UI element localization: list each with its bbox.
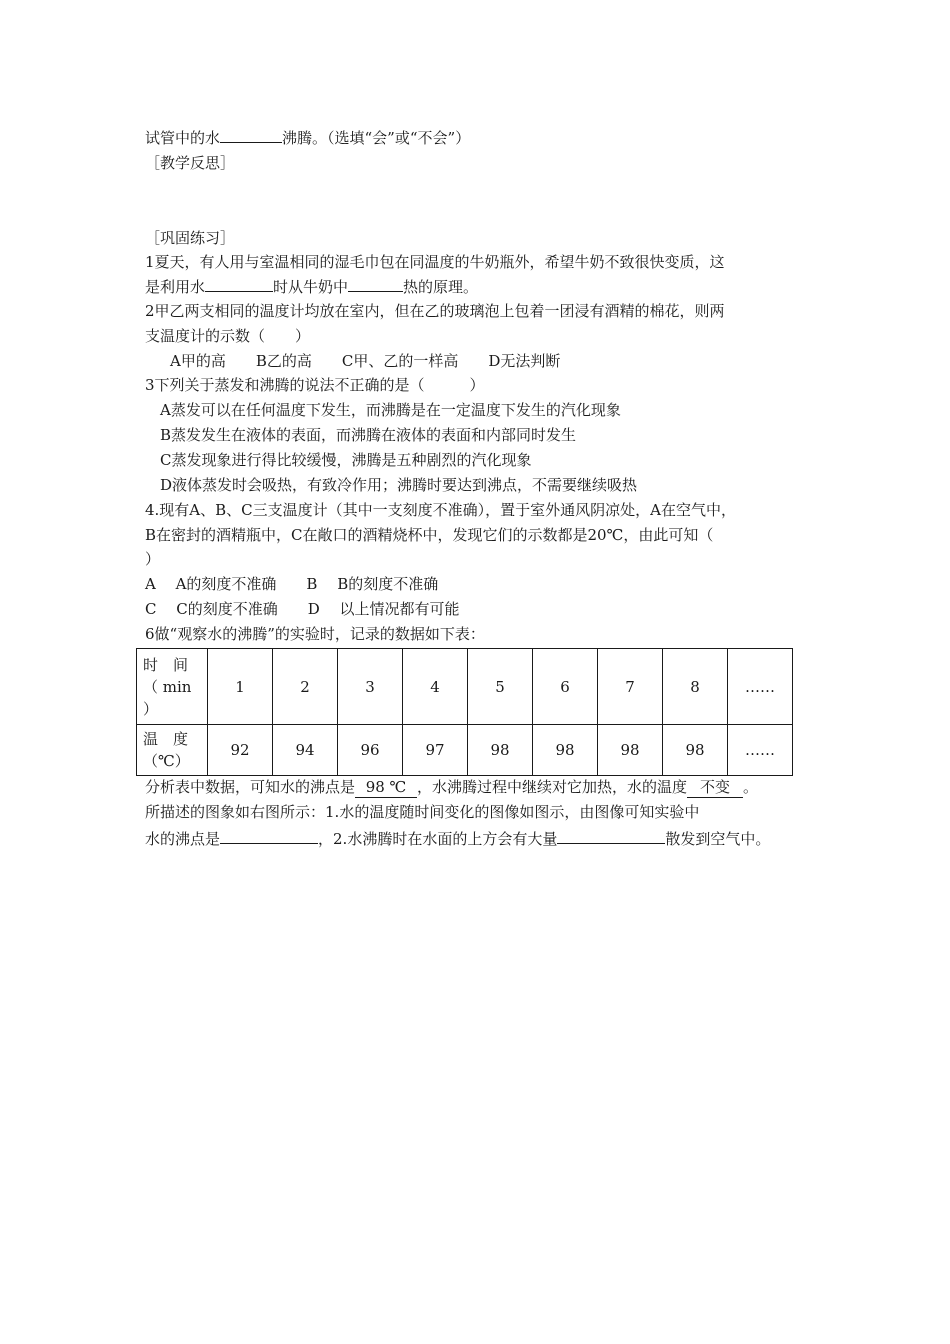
table-cell: 5 xyxy=(468,649,533,725)
question-4-line-1: 4.现有A、B、C三支温度计（其中一支刻度不准确），置于室外通风阴凉处，A在空气中， xyxy=(145,501,736,519)
analysis-line: 分析表中数据，可知水的沸点是 98 ℃ ，水沸腾过程中继续对它加热，水的温度 不变 。 xyxy=(145,778,759,796)
question-3-option-a: A蒸发可以在任何温度下发生，而沸腾是在一定温度下发生的汽化现象 xyxy=(160,401,621,419)
table-cell: 7 xyxy=(598,649,663,725)
boiling-data-table xyxy=(136,648,793,776)
question-2-options: A甲的高 B乙的高 C甲、乙的一样高 D无法判断 xyxy=(170,352,561,370)
question-4-line-2: B在密封的酒精瓶中，C在敞口的酒精烧杯中，发现它们的示数都是20℃，由此可知（ xyxy=(145,526,714,544)
question-6-stem: 6做“观察水的沸腾”的实验时，记录的数据如下表： xyxy=(145,625,485,643)
question-1-line-2: 是利用水 时从牛奶中 热的原理。 xyxy=(145,278,479,296)
question-3-option-b: B蒸发发生在液体的表面，而沸腾在液体的表面和内部同时发生 xyxy=(160,426,577,444)
table-row-temperature xyxy=(137,725,793,776)
final-question-line: 水的沸点是 ，2.水沸腾时在水面的上方会有大量 散发到空气中。 xyxy=(145,830,771,848)
answer-blank[interactable] xyxy=(220,828,318,844)
time-header-cell: 时 间 （ min ） xyxy=(137,649,208,725)
table-cell: 98 xyxy=(533,725,598,776)
table-cell: 98 xyxy=(663,725,728,776)
boiling-point-answer[interactable]: 98 ℃ xyxy=(355,777,417,798)
table-cell: 97 xyxy=(403,725,468,776)
answer-blank[interactable] xyxy=(220,127,282,143)
question-4-options-1: A A的刻度不准确 B B的刻度不准确 xyxy=(145,575,439,593)
table-cell: 4 xyxy=(403,649,468,725)
question-3-stem: 3下列关于蒸发和沸腾的说法不正确的是（ ） xyxy=(145,376,485,394)
table-cell: …… xyxy=(728,725,793,776)
intro-line: 试管中的水 沸腾。（选填“会”或“不会”） xyxy=(145,129,471,147)
reflection-heading: ［教学反思］ xyxy=(145,154,236,172)
question-4-line-3: ） xyxy=(145,550,161,568)
table-cell: 8 xyxy=(663,649,728,725)
answer-blank[interactable] xyxy=(348,276,403,292)
table-cell: 92 xyxy=(208,725,273,776)
temperature-behavior-answer[interactable]: 不变 xyxy=(687,777,743,798)
table-cell: 1 xyxy=(208,649,273,725)
graph-description-line: 所描述的图象如右图所示：1.水的温度随时间变化的图像如图示，由图像可知实验中 xyxy=(145,803,700,821)
question-3-option-d: D液体蒸发时会吸热，有致冷作用；沸腾时要达到沸点，不需要继续吸热 xyxy=(160,476,638,494)
table-cell: 98 xyxy=(468,725,533,776)
table-cell: …… xyxy=(728,649,793,725)
table-cell: 2 xyxy=(273,649,338,725)
table-row-time xyxy=(137,649,793,725)
answer-blank[interactable] xyxy=(557,828,665,844)
table-cell: 3 xyxy=(338,649,403,725)
table-cell: 94 xyxy=(273,725,338,776)
practice-heading: ［巩固练习］ xyxy=(145,229,236,247)
answer-blank[interactable] xyxy=(205,276,273,292)
question-2-line-1: 2甲乙两支相同的温度计均放在室内，但在乙的玻璃泡上包着一团浸有酒精的棉花，则两 xyxy=(145,302,725,320)
question-1-line-1: 1夏天，有人用与室温相同的湿毛巾包在同温度的牛奶瓶外，希望牛奶不致很快变质，这 xyxy=(145,253,725,271)
question-3-option-c: C蒸发现象进行得比较缓慢，沸腾是五种剧烈的汽化现象 xyxy=(160,451,532,469)
table-cell: 6 xyxy=(533,649,598,725)
question-4-options-2: C C的刻度不准确 D 以上情况都有可能 xyxy=(145,600,460,618)
temperature-header-cell: 温 度 （℃） xyxy=(137,725,208,776)
table-cell: 98 xyxy=(598,725,663,776)
table-cell: 96 xyxy=(338,725,403,776)
question-2-line-2: 支温度计的示数（ ） xyxy=(145,327,311,345)
